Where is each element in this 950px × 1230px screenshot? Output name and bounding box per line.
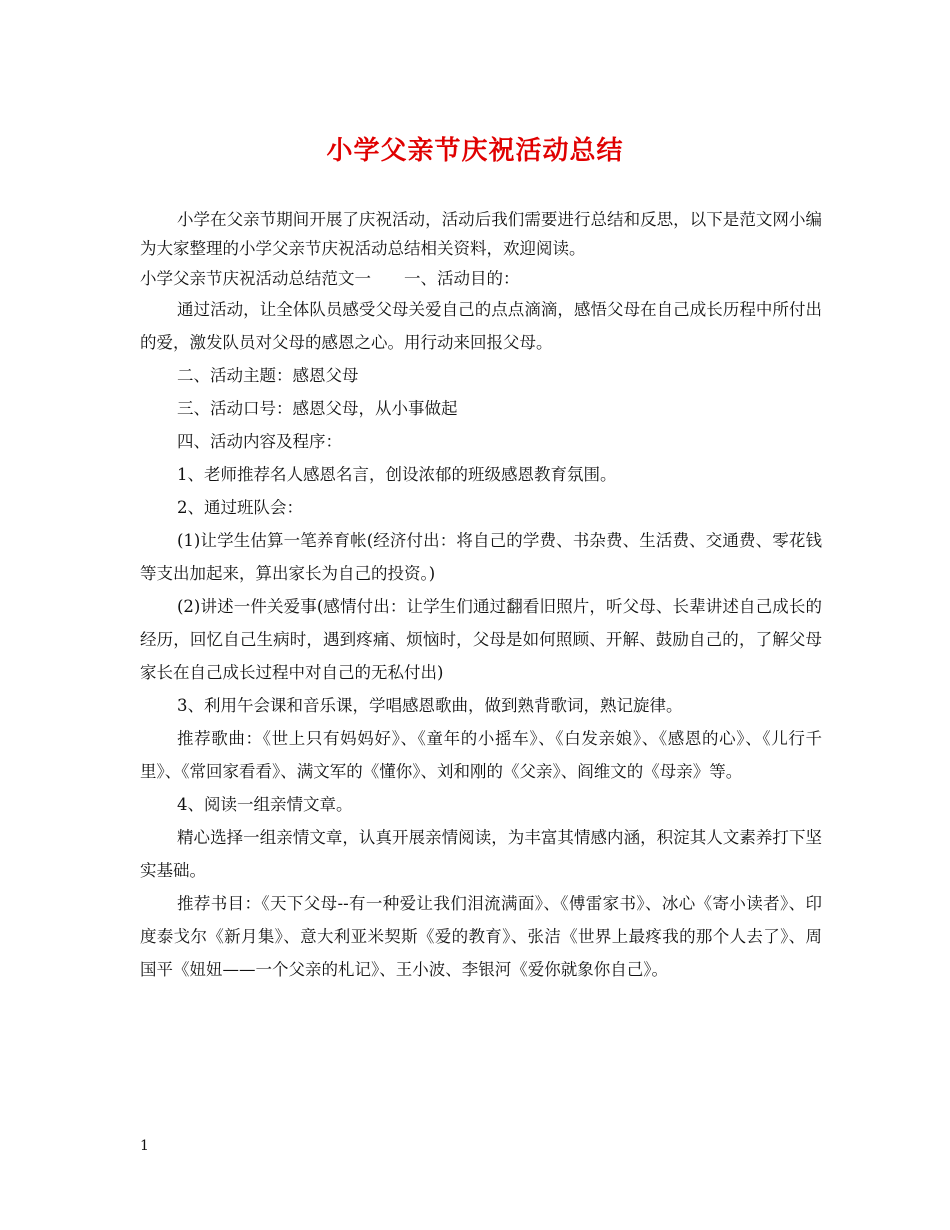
paragraph-reading: 精心选择一组亲情文章，认真开展亲情阅读，为丰富其情感内涵，积淀其人文素养打下坚实基础。 xyxy=(140,828,822,880)
paragraph-item-2: 2、通过班队会： xyxy=(177,498,303,517)
document-body xyxy=(140,205,822,986)
paragraph-item-4: 4、阅读一组亲情文章。 xyxy=(177,795,353,814)
document-title: 小学父亲节庆祝活动总结 xyxy=(326,136,624,166)
paragraph-recommended-songs: 推荐歌曲：《世上只有妈妈好》、《童年的小摇车》、《白发亲娘》、《感恩的心》、《儿行千里》、《常回家看看》、满文军的《懂你》、刘和刚的《父亲》、阎维文的《母亲》等。 xyxy=(140,729,822,781)
paragraph-item-2-1: (1)让学生估算一笔养育帐(经济付出：将自己的学费、书杂费、生活费、交通费、零花钱等支出加起来，算出家长为自己的投资。) xyxy=(140,531,822,583)
section-heading-line: 小学父亲节庆祝活动总结范文一 一、活动目的： xyxy=(140,269,520,288)
paragraph-activity-purpose: 通过活动，让全体队员感受父母关爱自己的点点滴滴，感悟父母在自己成长历程中所付出的爱，激发队员对父母的感恩之心。用行动来回报父母。 xyxy=(140,300,822,352)
paragraph-item-2-2: (2)讲述一件关爱事(感情付出：让学生们通过翻看旧照片，听父母、长辈讲述自己成长的经历，回忆自己生病时，遇到疼痛、烦恼时，父母是如何照顾、开解、鼓励自己的，了解父母家长在自己成长过程中对自己的无私付出) xyxy=(140,597,822,682)
paragraph-activity-slogan: 三、活动口号：感恩父母，从小事做起 xyxy=(177,399,458,418)
page-number: 1 xyxy=(140,1138,149,1154)
intro-paragraph: 小学在父亲节期间开展了庆祝活动，活动后我们需要进行总结和反思，以下是范文网小编为大家整理的小学父亲节庆祝活动总结相关资料，欢迎阅读。 xyxy=(140,210,822,258)
paragraph-item-1: 1、老师推荐名人感恩名言，创设浓郁的班级感恩教育氛围。 xyxy=(177,465,617,484)
paragraph-activity-content: 四、活动内容及程序： xyxy=(177,432,342,451)
paragraph-recommended-books: 推荐书目：《天下父母--有一种爱让我们泪流满面》、《傅雷家书》、冰心《寄小读者》、印度泰戈尔《新月集》、意大利亚米契斯《爱的教育》、张洁《世界上最疼我的那个人去了》、周国平《妞妞——一个父亲的札记》、王小波、李银河《爱你就象你自己》。 xyxy=(140,894,822,979)
paragraph-item-3: 3、利用午会课和音乐课，学唱感恩歌曲，做到熟背歌词，熟记旋律。 xyxy=(177,696,683,715)
paragraph-activity-theme: 二、活动主题：感恩父母 xyxy=(177,366,359,385)
